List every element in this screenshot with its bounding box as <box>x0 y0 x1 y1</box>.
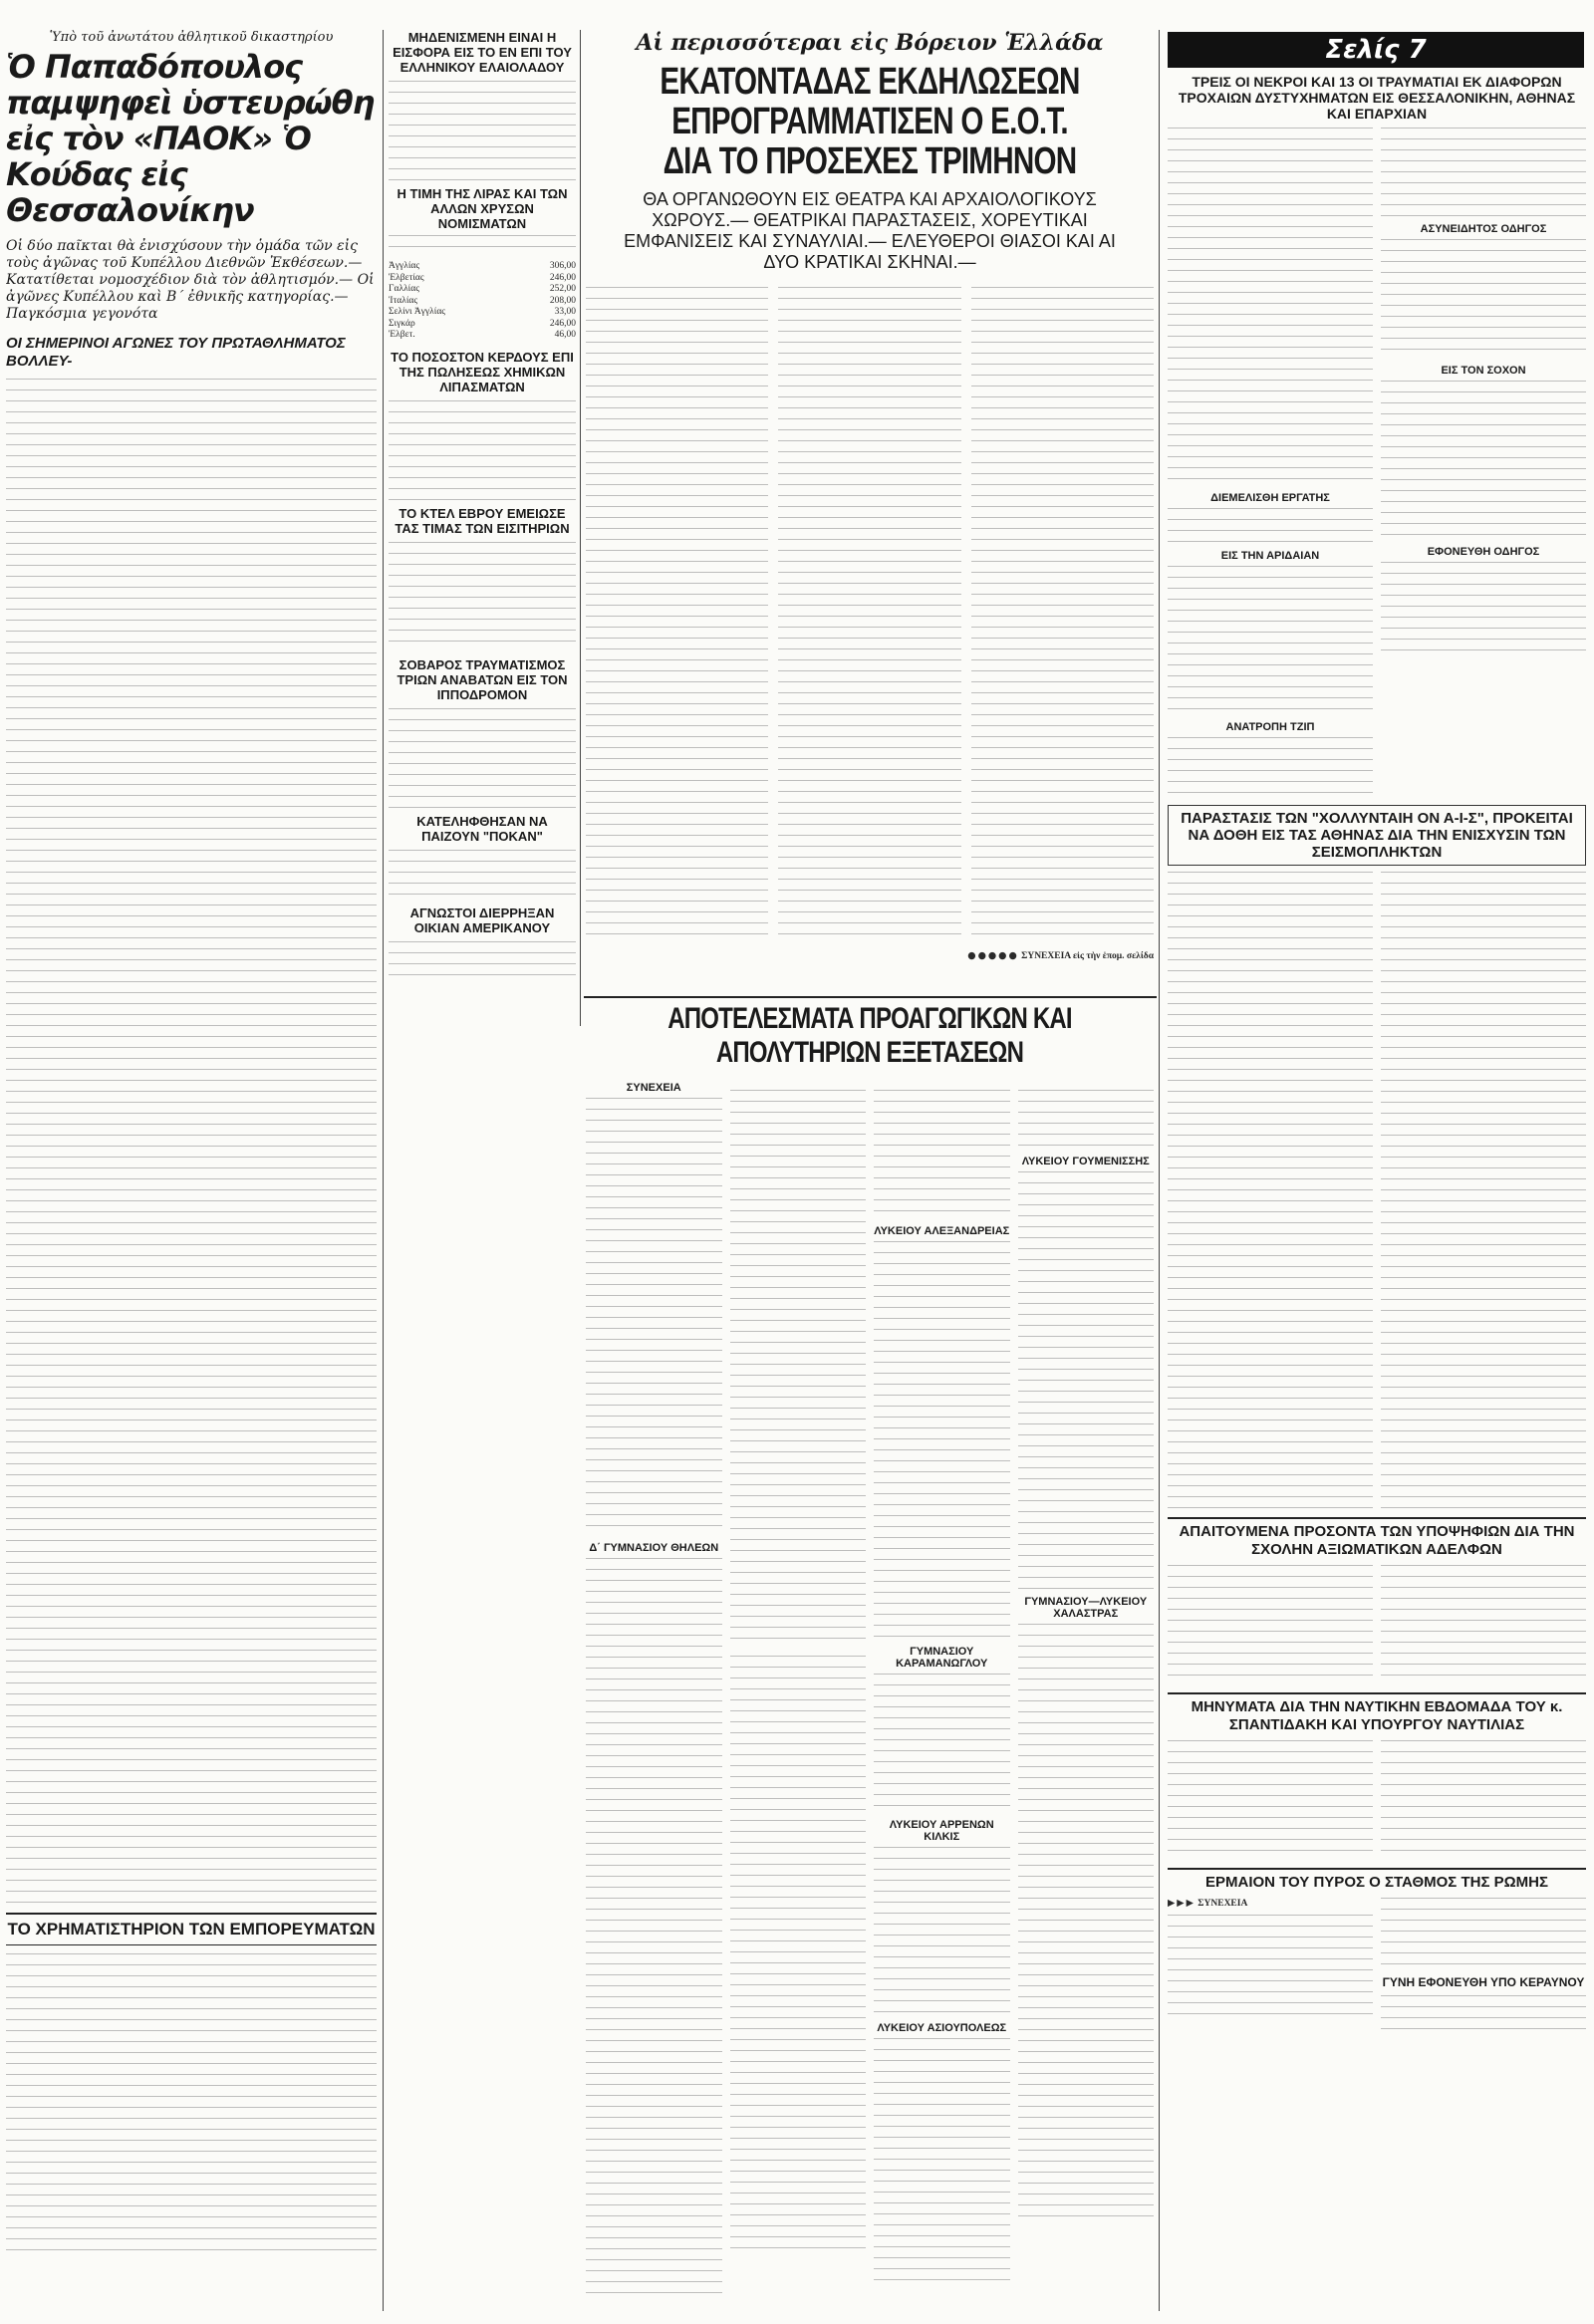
ktel-body <box>389 542 576 651</box>
price-name: Ἑλβετ. <box>389 330 415 340</box>
poker-body <box>389 850 576 900</box>
price-row <box>389 319 576 331</box>
column-divider <box>1159 30 1160 2311</box>
earthquake-benefit-headline: ΠΑΡΑΣΤΑΣΙΣ ΤΩΝ "ΧΟΛΛΥΝΤΑΙΗ ΟΝ Α-Ι-Σ", ΠΡΟΚΕΙΤΑΙ ΝΑ ΔΟΘΗ ΕΙΣ ΤΑΣ ΑΘΗΝΑΣ ΔΙΑ ΤΗΝ ΕΝΙΣΧΥΣΙΝ ΤΩΝ ΣΕΙΣΜΟΠΛΗΚΤΩΝ <box>1168 805 1586 866</box>
price-row <box>389 273 576 285</box>
hippodrome-body <box>389 708 576 808</box>
results-col <box>730 1076 867 2295</box>
olive-oil-headline: ΜΗΔΕΝΙΣΜΕΝΗ ΕΙΝΑΙ Η ΕΙΣΦΟΡΑ ΕΙΣ ΤΟ ΕΝ ΕΠΙ ΤΟΥ ΕΛΛΗΝΙΚΟΥ ΕΛΑΙΟΛΑΔΟΥ <box>393 30 572 75</box>
price-value: 252,00 <box>549 284 576 294</box>
poker-arrest-headline: ΚΑΤΕΛΗΦΘΗΣΑΝ ΝΑ ΠΑΙΖΟΥΝ "ΠΟΚΑΝ" <box>416 813 548 844</box>
price-name: Σελίνι Ἀγγλίας <box>389 307 446 317</box>
benefit-text <box>1168 872 1373 1509</box>
results-col <box>586 1076 722 2295</box>
results-list <box>586 1098 722 1536</box>
price-row <box>389 261 576 273</box>
accidents-text <box>1168 737 1373 797</box>
traffic-accidents-headline: ΤΡΕΙΣ ΟΙ ΝΕΚΡΟΙ ΚΑΙ 13 ΟΙ ΤΡΑΥΜΑΤΙΑΙ ΕΚ ΔΙΑΦΟΡΩΝ ΤΡΟΧΑΙΩΝ ΔΥΣΤΥΧΗΜΑΤΩΝ ΕΙΣ ΘΕΣΣΑΛΟΝΙΚΗΝ, ΑΘΗΝΑΣ ΚΑΙ ΕΠΑΡΧΙΑΝ <box>1178 74 1576 122</box>
accident-sub-headline: ΕΦΟΝΕΥΘΗ ΟΔΗΓΟΣ <box>1427 546 1540 558</box>
results-section-title: ΛΥΚΕΙΟΥ ΓΟΥΜΕΝΙΣΣΗΣ <box>1021 1156 1150 1167</box>
gold-price-table <box>389 261 576 342</box>
price-value: 33,00 <box>554 307 576 317</box>
accident-sub-headline: ΔΙΕΜΕΛΙΣΘΗ ΕΡΓΑΤΗΣ <box>1210 492 1330 504</box>
sports-headline: Ὁ Παπαδόπουλος παμψηφεὶ ὑστευρώθη εἰς τὸν «ΠΑΟΚ» Ὁ Κούδας εἰς Θεσσαλονίκην <box>6 48 375 229</box>
rome-station-fire-headline: ΕΡΜΑΙΟΝ ΤΟΥ ΠΥΡΟΣ Ο ΣΤΑΘΜΟΣ ΤΗΣ ΡΩΜΗΣ <box>1168 1868 1586 1892</box>
eot-article <box>586 30 1154 994</box>
officers-school-body <box>1168 1565 1586 1684</box>
naval-week-headline: ΜΗΝΥΜΑΤΑ ΔΙΑ ΤΗΝ ΝΑΥΤΙΚΗΝ ΕΒΔΟΜΑΔΑ ΤΟΥ κ. ΣΠΑΝΤΙΔΑΚΗ ΚΑΙ ΥΠΟΥΡΓΟΥ ΝΑΥΤΙΛΙΑΣ <box>1168 1692 1586 1734</box>
naval-text <box>1168 1740 1373 1860</box>
volleyball-headline: ΟΙ ΣΗΜΕΡΙΝΟΙ ΑΓΩΝΕΣ ΤΟΥ ΠΡΩΤΑΘΛΗΜΑΤΟΣ ΒΟΛΛΕΥ- <box>6 335 346 370</box>
accidents-body <box>1168 128 1586 797</box>
results-section-title: ΛΥΚΕΙΟΥ ΑΛΕΞΑΝΔΡΕΙΑΣ <box>874 1225 1010 1237</box>
results-section-title: Δ΄ ΓΥΜΝΑΣΙΟΥ ΘΗΛΕΩΝ <box>589 1542 719 1554</box>
results-list <box>874 1090 1010 1219</box>
officers-text <box>1168 1565 1373 1684</box>
rome-fire-text <box>1381 1898 1586 1967</box>
continuation-marks: ●●●●● <box>967 950 1019 961</box>
olive-oil-body <box>389 81 576 180</box>
eot-body-col <box>971 287 1154 944</box>
rome-fire-text <box>1168 1915 1373 2024</box>
exam-results-headline: ΑΠΟΤΕΛΕΣΜΑΤΑ ΠΡΟΑΓΩΓΙΚΩΝ ΚΑΙ ΑΠΟΛΥΤΗΡΙΩΝ ΕΞΕΤΑΣΕΩΝ <box>667 1002 1072 1069</box>
exam-results-columns <box>586 1076 1154 2295</box>
eot-headline-line1: ΕΚΑΤΟΝΤΑΔΑΣ ΕΚΔΗΛΩΣΕΩΝ <box>660 61 1080 103</box>
price-name: Ἑλβετίας <box>389 272 424 283</box>
commodity-exchange-headline: ΤΟ ΧΡΗΜΑΤΙΣΤΗΡΙΟΝ ΤΩΝ ΕΜΠΟΡΕΥΜΑΤΩΝ <box>6 1913 377 1945</box>
accidents-col <box>1168 128 1373 797</box>
results-section-title: ΛΥΚΕΙΟΥ ΑΣΙΟΥΠΟΛΕΩΣ <box>877 2022 1007 2034</box>
accident-sub-headline: ΑΝΑΤΡΟΠΗ ΤΖΙΠ <box>1225 721 1315 733</box>
section-rule <box>584 996 1157 998</box>
rome-fire-body <box>1168 1898 1586 2035</box>
results-section-title: ΓΥΜΝΑΣΙΟΥ—ΛΥΚΕΙΟΥ ΧΑΛΑΣΤΡΑΣ <box>1024 1596 1148 1620</box>
results-list <box>730 1090 867 1648</box>
page-number-logo: Σελίς 7 <box>1168 32 1584 68</box>
price-name: Σιγκάρ <box>389 318 415 329</box>
price-row <box>389 284 576 296</box>
officers-school-headline: ΑΠΑΙΤΟΥΜΕΝΑ ΠΡΟΣΟΝΤΑ ΤΩΝ ΥΠΟΨΗΦΙΩΝ ΔΙΑ ΤΗΝ ΣΧΟΛΗΝ ΑΞΙΩΜΑΤΙΚΩΝ ΑΔΕΛΦΩΝ <box>1168 1517 1586 1559</box>
results-list <box>874 1674 1010 1813</box>
accident-sub-headline: ΑΣΥΝΕΙΔΗΤΟΣ ΟΔΗΓΟΣ <box>1420 223 1547 235</box>
fertilizer-body <box>389 400 576 500</box>
burglary-headline: ΑΓΝΩΣΤΟΙ ΔΙΕΡΡΗΞΑΝ ΟΙΚΙΑΝ ΑΜΕΡΙΚΑΝΟΥ <box>409 904 555 935</box>
column-divider <box>580 30 581 1026</box>
results-list <box>874 1847 1010 2016</box>
price-row <box>389 307 576 319</box>
sports-column <box>6 30 377 2311</box>
results-list <box>1018 1624 1155 2221</box>
eot-headline-line3: ΔΙΑ ΤΟ ΠΡΟΣΕΧΕΣ ΤΡΙΜΗΝΟΝ <box>663 140 1077 182</box>
results-col <box>1018 1076 1155 2295</box>
benefit-text <box>1381 872 1586 1509</box>
accident-sub-headline: ΕΙΣ ΤΗΝ ΑΡΙΔΑΙΑΝ <box>1220 550 1320 562</box>
results-list <box>730 1656 867 2253</box>
accidents-text <box>1168 128 1373 486</box>
rome-fire-continued <box>1168 1898 1373 1911</box>
ktel-evros-headline: ΤΟ ΚΤΕΛ ΕΒΡΟΥ ΕΜΕΙΩΣΕ ΤΑΣ ΤΙΜΑΣ ΤΩΝ ΕΙΣΙΤΗΡΙΩΝ <box>395 505 570 536</box>
exam-results <box>586 1002 1154 2312</box>
fertilizer-profit-headline: ΤΟ ΠΟΣΟΣΤΟΝ ΚΕΡΔΟΥΣ ΕΠΙ ΤΗΣ ΠΩΛΗΣΕΩΣ ΧΗΜΙΚΩΝ ΛΙΠΑΣΜΑΤΩΝ <box>391 349 574 394</box>
accidents-text <box>1168 508 1373 544</box>
accident-sub-headline: ΕΙΣ ΤΟΝ ΣΟΧΟΝ <box>1441 365 1526 377</box>
eot-continuation-text: ΣΥΝΕΧΕΙΑ εἰς τὴν ἑπομ. σελίδα <box>1021 951 1154 961</box>
lightning-text <box>1381 1995 1586 2035</box>
results-list <box>586 1558 722 2295</box>
accidents-text <box>1168 566 1373 715</box>
rome-fire-col <box>1168 1898 1373 2035</box>
accidents-col <box>1381 128 1586 797</box>
sports-deck: Οἱ δύο παῖκται θὰ ἐνισχύσουν τὴν ὁμάδα τῶν εἰς τοὺς ἀγῶνας τοῦ Κυπέλλου Διεθνῶν Ἐκθέσεων.— Κατατίθεται νομοσχέδιον διὰ τὸν ἀθλητισμόν.— Οἱ ἀγῶνες Κυπέλλου καὶ Β΄ ἐθνικῆς κατηγορίας.— Παγκόσμια γεγονότα <box>6 238 375 322</box>
accidents-text <box>1381 381 1586 540</box>
price-value: 46,00 <box>554 330 576 340</box>
price-name: Ἰταλίας <box>389 295 418 306</box>
results-col <box>874 1076 1010 2295</box>
rome-fire-continued-text: ΣΥΝΕΧΕΙΑ <box>1197 1899 1248 1909</box>
continuation-marks: ▶▶▶ <box>1168 1898 1196 1909</box>
accidents-text <box>1381 128 1586 217</box>
sports-kicker: Ὑπὸ τοῦ ἀνωτάτου ἀθλητικοῦ δικαστηρίου <box>49 30 334 45</box>
accidents-text <box>1381 239 1586 359</box>
column-divider <box>383 30 384 2311</box>
burglary-body <box>389 941 576 985</box>
rome-fire-col <box>1381 1898 1586 2035</box>
results-continued-label: ΣΥΝΕΧΕΙΑ <box>626 1082 681 1094</box>
naval-text <box>1381 1740 1586 1860</box>
benefit-body <box>1168 872 1586 1509</box>
price-row <box>389 330 576 342</box>
eot-headline-line2: ΕΠΡΟΓΡΑΜΜΑΤΙΣΕΝ Ο Ε.Ο.Τ. <box>671 101 1068 142</box>
results-list <box>1018 1171 1155 1590</box>
accidents-text <box>1381 562 1586 651</box>
price-value: 306,00 <box>549 261 576 271</box>
eot-body-col <box>586 287 768 944</box>
price-value: 208,00 <box>549 295 576 306</box>
results-section-title: ΛΥΚΕΙΟΥ ΑΡΡΕΝΩΝ ΚΙΛΚΙΣ <box>889 1819 994 1843</box>
results-list <box>874 1241 1010 1640</box>
price-row <box>389 296 576 308</box>
price-name: Γαλλίας <box>389 284 419 294</box>
price-name: Ἀγγλίας <box>389 261 420 271</box>
officers-text <box>1381 1565 1586 1684</box>
results-list <box>1018 1090 1155 1150</box>
briefs-column <box>389 30 576 994</box>
sports-article-body <box>6 379 377 1903</box>
results-section-title: ΓΥΜΝΑΣΙΟΥ ΚΑΡΑΜΑΝΩΓΛΟΥ <box>896 1646 988 1670</box>
eot-body-col <box>778 287 960 944</box>
price-value: 246,00 <box>549 318 576 329</box>
commodity-exchange-body <box>6 1953 377 2252</box>
naval-week-body <box>1168 1740 1586 1860</box>
price-value: 246,00 <box>549 272 576 283</box>
eot-body-columns <box>586 287 1154 944</box>
gold-price-headline: Η ΤΙΜΗ ΤΗΣ ΛΙΡΑΣ ΚΑΙ ΤΩΝ ΑΛΛΩΝ ΧΡΥΣΩΝ ΝΟΜΙΣΜΑΤΩΝ <box>397 186 568 231</box>
news-right-column <box>1168 74 1586 2315</box>
hippodrome-injury-headline: ΣΟΒΑΡΟΣ ΤΡΑΥΜΑΤΙΣΜΟΣ ΤΡΙΩΝ ΑΝΑΒΑΤΩΝ ΕΙΣ ΤΟΝ ΙΠΠΟΔΡΟΜΟΝ <box>397 656 568 702</box>
eot-deck: ΘΑ ΟΡΓΑΝΩΘΟΥΝ ΕΙΣ ΘΕΑΤΡΑ ΚΑΙ ΑΡΧΑΙΟΛΟΓΙΚΟΥΣ ΧΩΡΟΥΣ.— ΘΕΑΤΡΙΚΑΙ ΠΑΡΑΣΤΑΣΕΙΣ, ΧΟΡΕΥΤΙΚΑΙ ΕΜΦΑΝΙΣΕΙΣ ΚΑΙ ΣΥΝΑΥΛΙΑΙ.— ΕΛΕΥΘΕΡΟΙ ΘΙΑΣΟΙ ΚΑΙ ΑΙ ΔΥΟ ΚΡΑΤΙΚΑΙ ΣΚΗΝΑΙ.— <box>624 189 1116 272</box>
eot-kicker: Αἱ περισσότεραι εἰς Βόρειον Ἑλλάδα <box>636 30 1104 56</box>
lightning-headline: ΓΥΝΗ ΕΦΟΝΕΥΘΗ ΥΠΟ ΚΕΡΑΥΝΟΥ <box>1382 1975 1585 1989</box>
gold-price-intro <box>389 235 576 257</box>
results-list <box>874 2038 1010 2287</box>
eot-continuation <box>586 950 1154 963</box>
